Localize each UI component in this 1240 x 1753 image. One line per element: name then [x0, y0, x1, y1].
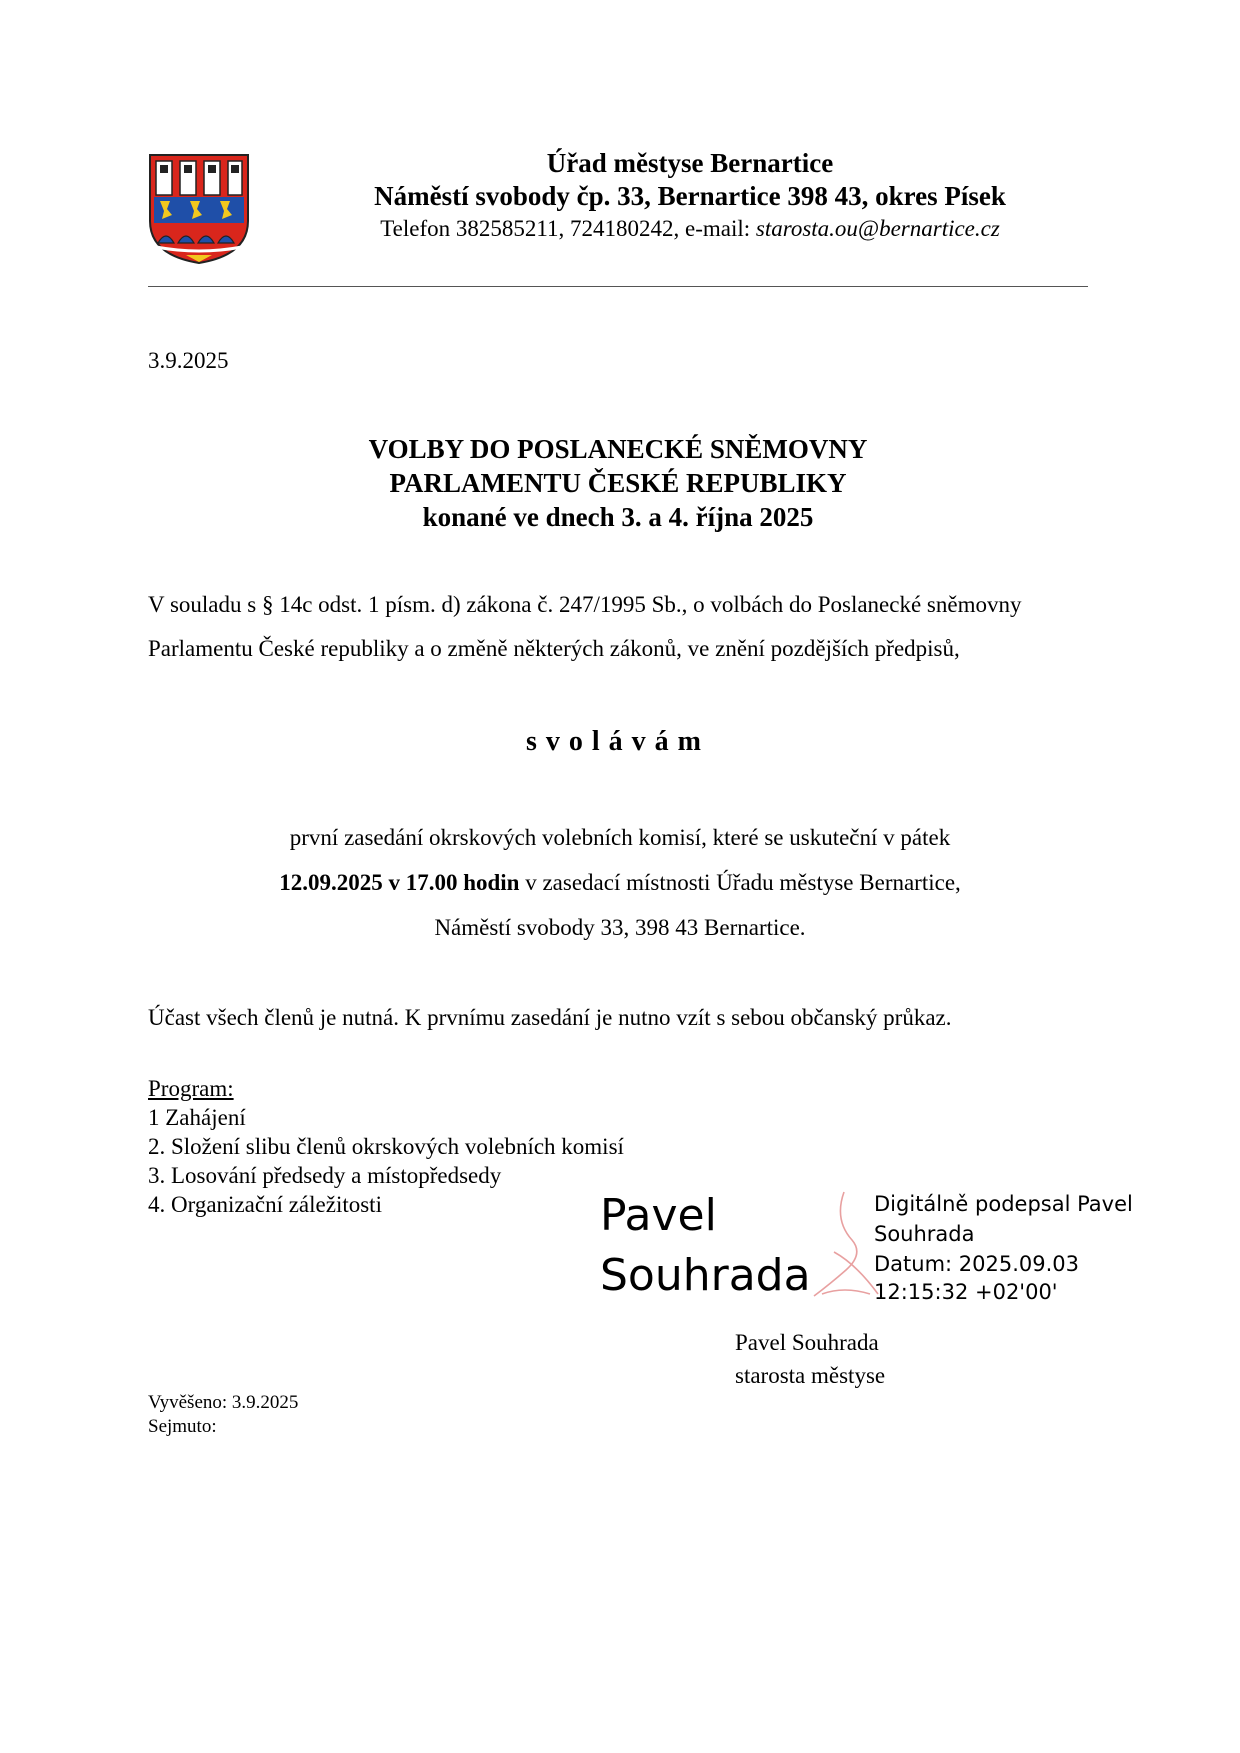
- signer-name: Pavel Souhrada: [735, 1330, 879, 1355]
- removed-date: Sejmuto:: [148, 1416, 217, 1437]
- office-address: Náměstí svobody čp. 33, Bernartice 398 43, okres Písek: [374, 181, 1006, 211]
- meeting-line: první zasedání okrskových volebních komisí, které se uskuteční v pátek: [289, 825, 951, 850]
- attendance-note: Účast všech členů je nutná. K prvnímu zasedání je nutno vzít s sebou občanský průkaz.: [148, 1005, 952, 1030]
- signature-mark-icon: [804, 1190, 884, 1300]
- signature-detail: Digitálně podepsal Pavel: [874, 1192, 1133, 1216]
- document-title-line: PARLAMENTU ČESKÉ REPUBLIKY: [389, 468, 847, 498]
- program-item: 3. Losování předsedy a místopředsedy: [148, 1163, 502, 1188]
- document-title-line: konané ve dnech 3. a 4. října 2025: [422, 502, 814, 532]
- program-item: 2. Složení slibu členů okrskových volebních komisí: [148, 1134, 624, 1159]
- signer-role: starosta městyse: [735, 1363, 886, 1388]
- signature-name: Souhrada: [600, 1250, 811, 1301]
- document-title-line: VOLBY DO POSLANECKÉ SNĚMOVNY: [368, 434, 868, 464]
- office-contact: [300, 216, 1080, 242]
- meeting-datetime: 12.09.2025 v 17.00 hodin: [279, 870, 520, 895]
- intro-paragraph-line: V souladu s § 14c odst. 1 písm. d) zákona č. 247/1995 Sb., o volbách do Poslanecké sněmovny: [148, 592, 1022, 617]
- contact-phones: Telefon 382585211, 724180242, e-mail:: [380, 216, 756, 241]
- document-date: 3.9.2025: [148, 348, 229, 373]
- contact-email-link[interactable]: starosta.ou@bernartice.cz: [755, 216, 1000, 241]
- meeting-line: [148, 870, 1092, 896]
- meeting-line: Náměstí svobody 33, 398 43 Bernartice.: [434, 915, 806, 940]
- program-item: 4. Organizační záležitosti: [148, 1192, 382, 1217]
- municipal-coat-of-arms-icon: [146, 151, 252, 265]
- signature-detail: 12:15:32 +02'00': [874, 1280, 1058, 1304]
- signature-detail: Souhrada: [874, 1222, 975, 1246]
- office-title: Úřad městyse Bernartice: [546, 148, 834, 178]
- convene-heading: svolávám: [526, 726, 710, 757]
- meeting-place: v zasedací místnosti Úřadu městyse Bernartice,: [519, 870, 961, 895]
- signature-name: Pavel: [600, 1190, 717, 1241]
- header-divider: [148, 286, 1088, 287]
- intro-paragraph-line: Parlamentu České republiky a o změně některých zákonů, ve znění pozdějších předpisů,: [148, 636, 960, 661]
- posted-date: Vyvěšeno: 3.9.2025: [148, 1392, 299, 1413]
- program-heading: Program:: [148, 1076, 234, 1101]
- program-item: 1 Zahájení: [148, 1105, 246, 1130]
- signature-detail: Datum: 2025.09.03: [874, 1252, 1080, 1276]
